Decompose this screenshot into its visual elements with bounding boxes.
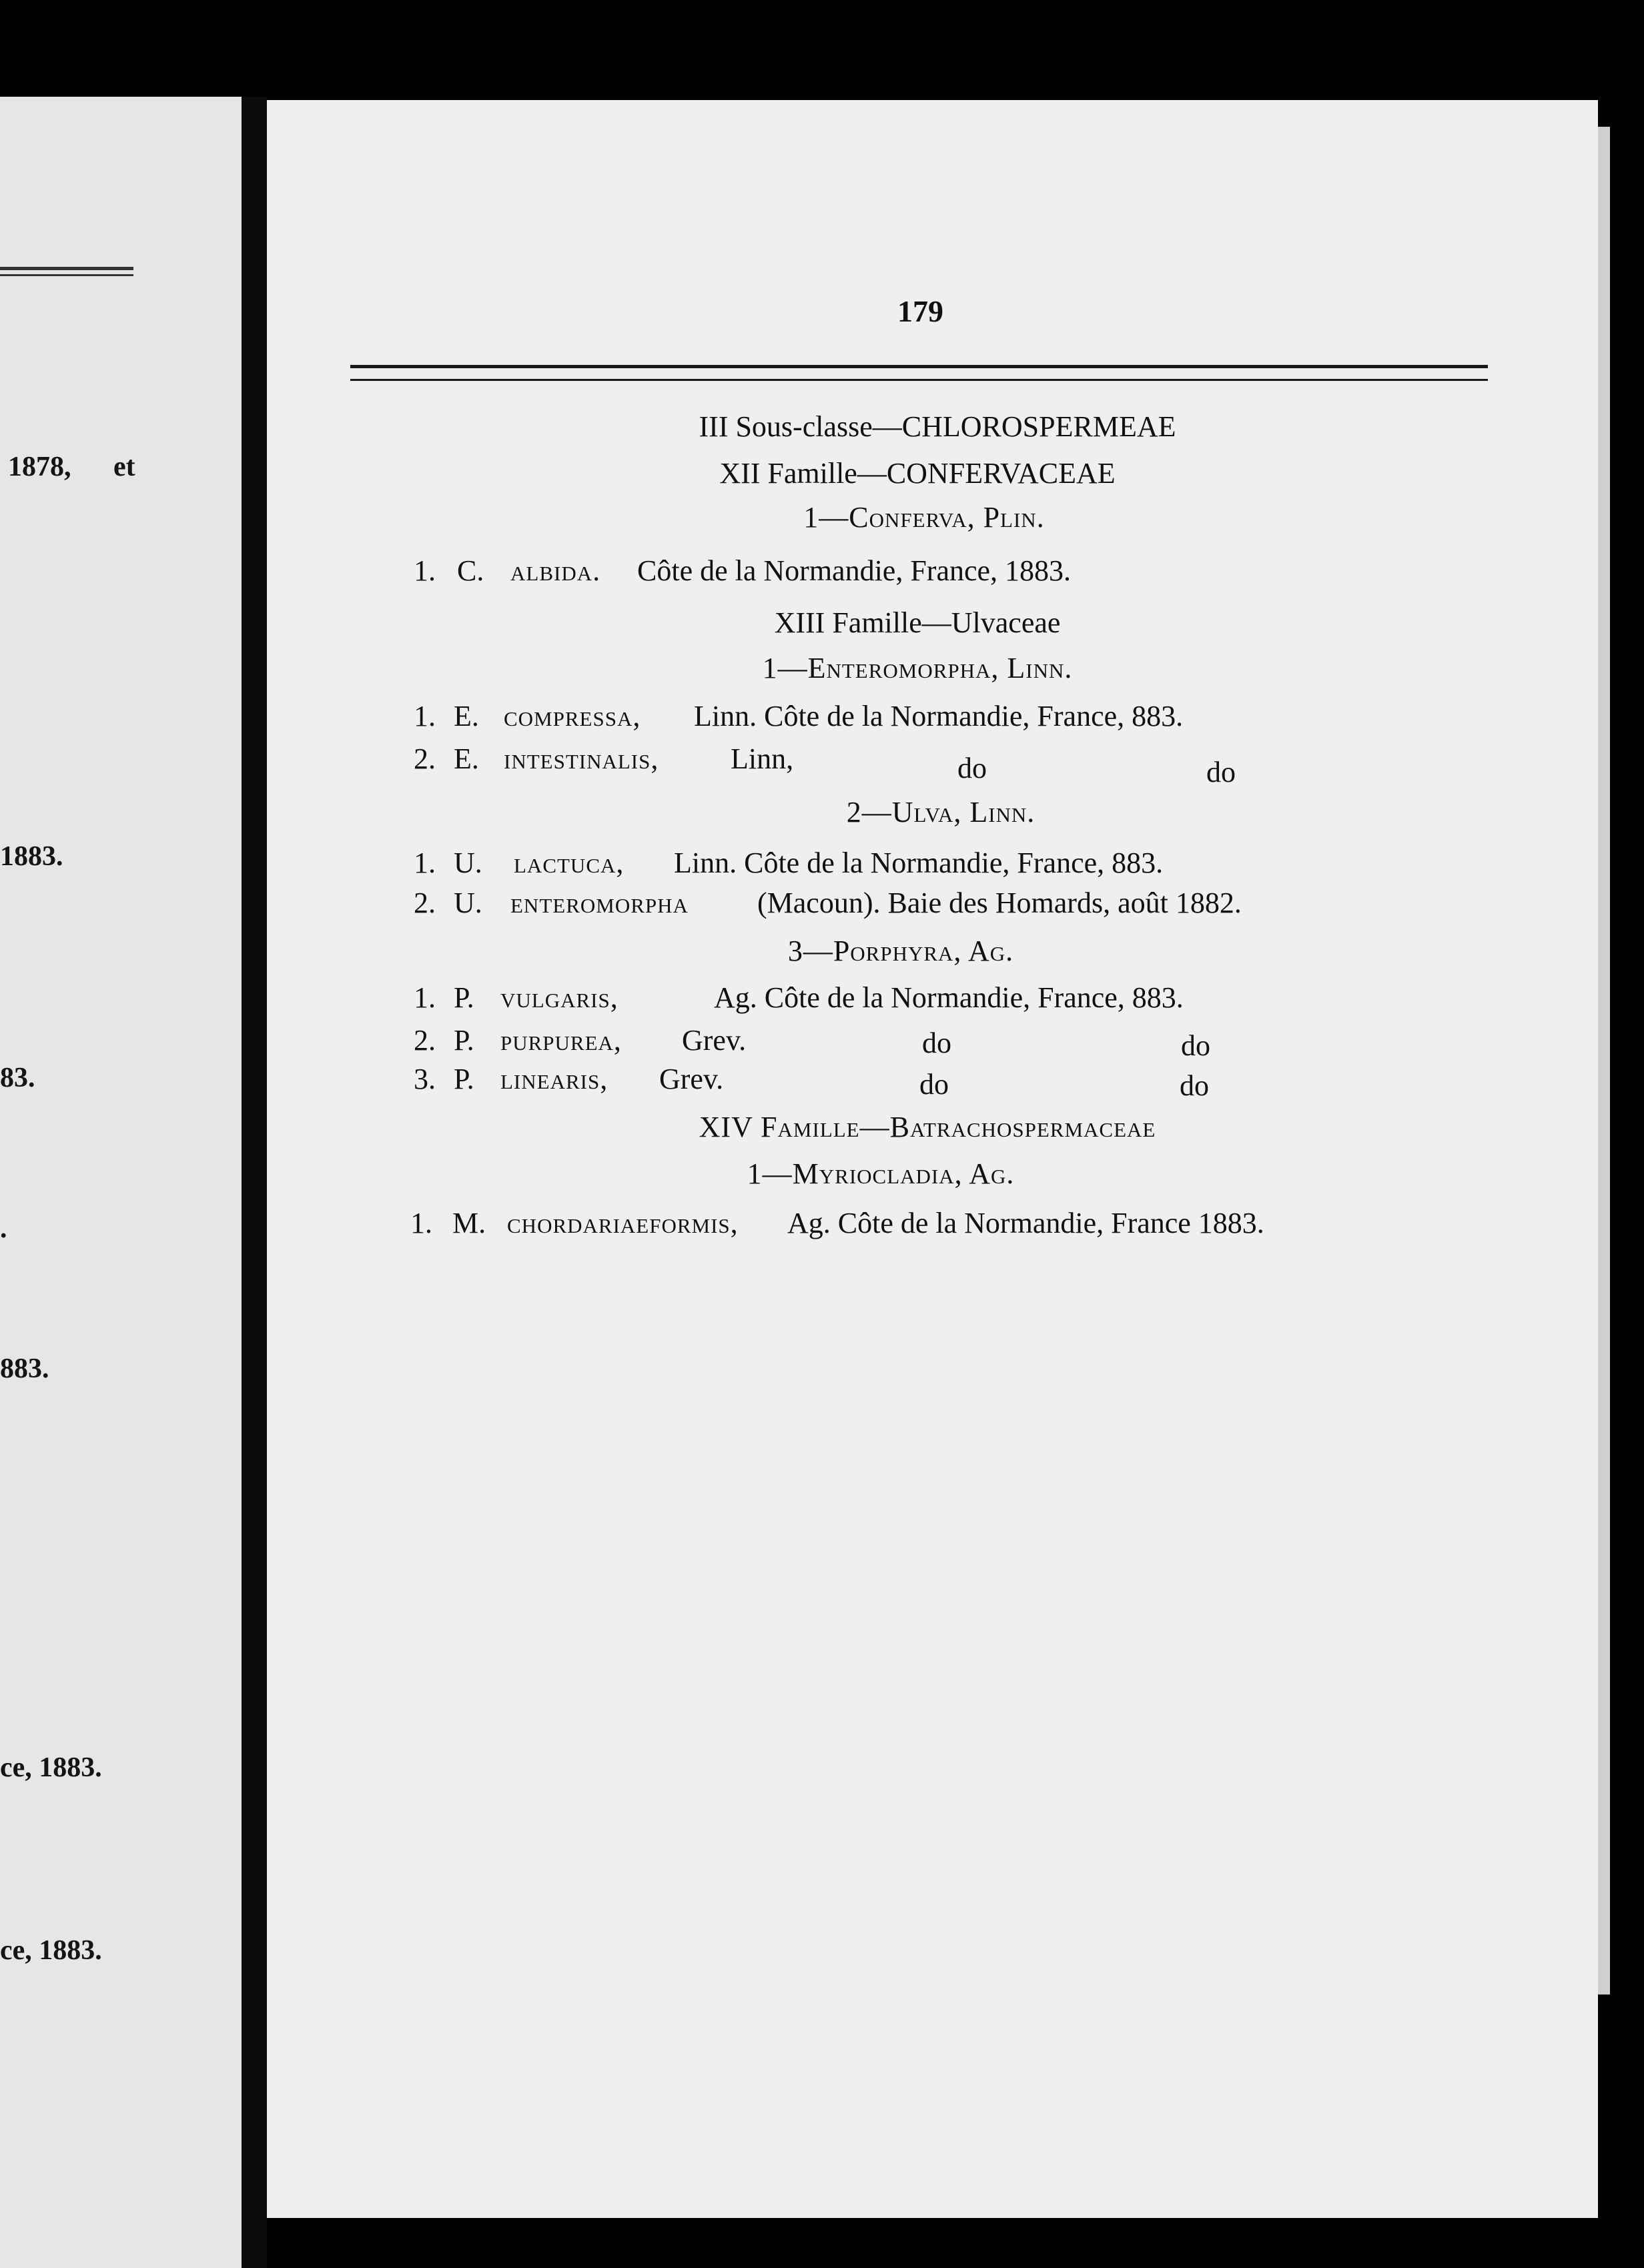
entry-description: Grev.: [659, 1063, 724, 1095]
page-number: 179: [897, 294, 943, 328]
species-name: enteromorpha: [510, 887, 689, 919]
left-page-rule: [0, 267, 133, 270]
entry-description: Linn,: [731, 742, 794, 775]
entry-description: Grev.: [682, 1024, 747, 1057]
species-name: linearis,: [500, 1063, 608, 1095]
subclass-heading: III Sous-classe—CHLOROSPERMEAE: [699, 410, 1176, 443]
entry-number: 3.: [414, 1063, 436, 1095]
genus-abbreviation: P.: [454, 1024, 474, 1057]
left-page-fragment: 1878,: [8, 452, 71, 482]
genus-abbreviation: P.: [454, 981, 474, 1014]
species-name: vulgaris,: [500, 981, 619, 1014]
genus-heading: 2—Ulva, Linn.: [846, 796, 1036, 828]
genus-abbreviation: M.: [452, 1207, 486, 1239]
entry-description: Côte de la Normandie, France, 1883.: [637, 554, 1072, 587]
left-page-fragment: 883.: [0, 1353, 49, 1384]
left-page-fragment: ce, 1883.: [0, 1752, 102, 1783]
ditto-mark: do: [957, 752, 987, 784]
entry-description: Ag. Côte de la Normandie, France, 883.: [714, 981, 1184, 1014]
ditto-mark: do: [1206, 756, 1236, 788]
page-edge: [1598, 127, 1610, 1995]
genus-heading: 3—Porphyra, Ag.: [787, 935, 1014, 967]
species-name: lactuca,: [514, 846, 625, 879]
book-gutter: [242, 97, 267, 2268]
genus-abbreviation: U.: [454, 846, 482, 879]
header-rule: [350, 379, 1488, 381]
entry-number: 2.: [414, 887, 436, 919]
entry-number: 1.: [414, 846, 436, 879]
entry-number: 2.: [414, 742, 436, 775]
family-heading: XIII Famille—Ulvaceae: [774, 606, 1061, 639]
family-heading: XII Famille—CONFERVACEAE: [719, 457, 1116, 490]
species-name: albida.: [510, 554, 601, 587]
species-name: compressa,: [504, 700, 641, 732]
genus-heading: 1—Myriocladia, Ag.: [747, 1157, 1015, 1190]
genus-heading: 1—Enteromorpha, Linn.: [762, 652, 1073, 684]
species-name: intestinalis,: [504, 742, 659, 775]
left-page-rule: [0, 274, 133, 276]
species-name: purpurea,: [500, 1024, 622, 1057]
ditto-mark: do: [922, 1027, 951, 1059]
entry-description: (Macoun). Baie des Homards, août 1882.: [757, 887, 1242, 919]
header-rule: [350, 365, 1488, 368]
entry-description: Linn. Côte de la Normandie, France, 883.: [694, 700, 1184, 732]
genus-abbreviation: C.: [457, 554, 484, 587]
entry-number: 1.: [414, 981, 436, 1014]
left-page-fragment: ce, 1883.: [0, 1935, 102, 1966]
entry-number: 1.: [414, 554, 436, 587]
species-name: chordariaeformis,: [507, 1207, 739, 1239]
ditto-mark: do: [1181, 1029, 1210, 1062]
entry-number: 2.: [414, 1024, 436, 1057]
family-heading: XIV Famille—Batrachospermaceae: [699, 1111, 1156, 1143]
genus-abbreviation: E.: [454, 742, 479, 775]
genus-heading: 1—Conferva, Plin.: [803, 501, 1045, 534]
left-page-fragment: .: [0, 1213, 7, 1244]
entry-description: Ag. Côte de la Normandie, France 1883.: [787, 1207, 1264, 1239]
left-page-fragment: 83.: [0, 1063, 35, 1093]
ditto-mark: do: [919, 1068, 949, 1101]
left-page-fragment: et: [113, 452, 135, 482]
entry-number: 1.: [414, 700, 436, 732]
entry-number: 1.: [410, 1207, 432, 1239]
genus-abbreviation: E.: [454, 700, 479, 732]
entry-description: Linn. Côte de la Normandie, France, 883.: [674, 846, 1164, 879]
ditto-mark: do: [1180, 1069, 1209, 1102]
genus-abbreviation: P.: [454, 1063, 474, 1095]
genus-abbreviation: U.: [454, 887, 482, 919]
left-page-fragment: 1883.: [0, 841, 63, 872]
